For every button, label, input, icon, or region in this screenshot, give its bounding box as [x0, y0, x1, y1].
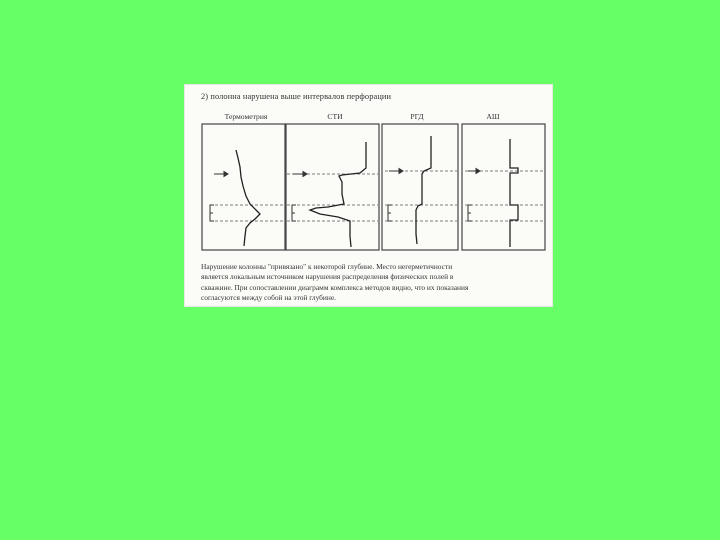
scanned-figure [184, 84, 553, 307]
figure-caption [201, 262, 546, 303]
well-log-diagram [200, 122, 547, 252]
column-label-sti: СТИ [327, 112, 343, 121]
caption-line: скважине. При сопоставлении диаграмм комплекса методов видно, что их показания [201, 282, 469, 292]
panel-rgd [382, 124, 458, 250]
caption-line: является локальным источником нарушения распределения физических полей в [201, 272, 454, 282]
column-label-rgd: РГД [410, 112, 424, 121]
figure-heading: 2) полонна нарушена выше интервалов перфорации [201, 92, 392, 101]
caption-line: Нарушение колонны "привязано" к некоторой глубине. Место негерметичности [201, 262, 453, 271]
column-label-ash: АШ [486, 112, 500, 121]
perforation-bracket-sti [292, 205, 296, 221]
curve-ash [510, 139, 518, 247]
panel-sti [286, 124, 379, 250]
perforation-bracket-ash [468, 205, 472, 221]
column-label-thermometry: Термометрия [224, 112, 268, 121]
panel-ash [462, 124, 545, 250]
curve-sti [310, 142, 366, 247]
curve-thermometry [236, 150, 260, 246]
curve-rgd [416, 136, 431, 244]
perforation-bracket-thermometry [210, 205, 214, 221]
caption-line: согласуются между собой на этой глубине. [201, 292, 336, 302]
perforation-bracket-rgd [388, 205, 392, 221]
